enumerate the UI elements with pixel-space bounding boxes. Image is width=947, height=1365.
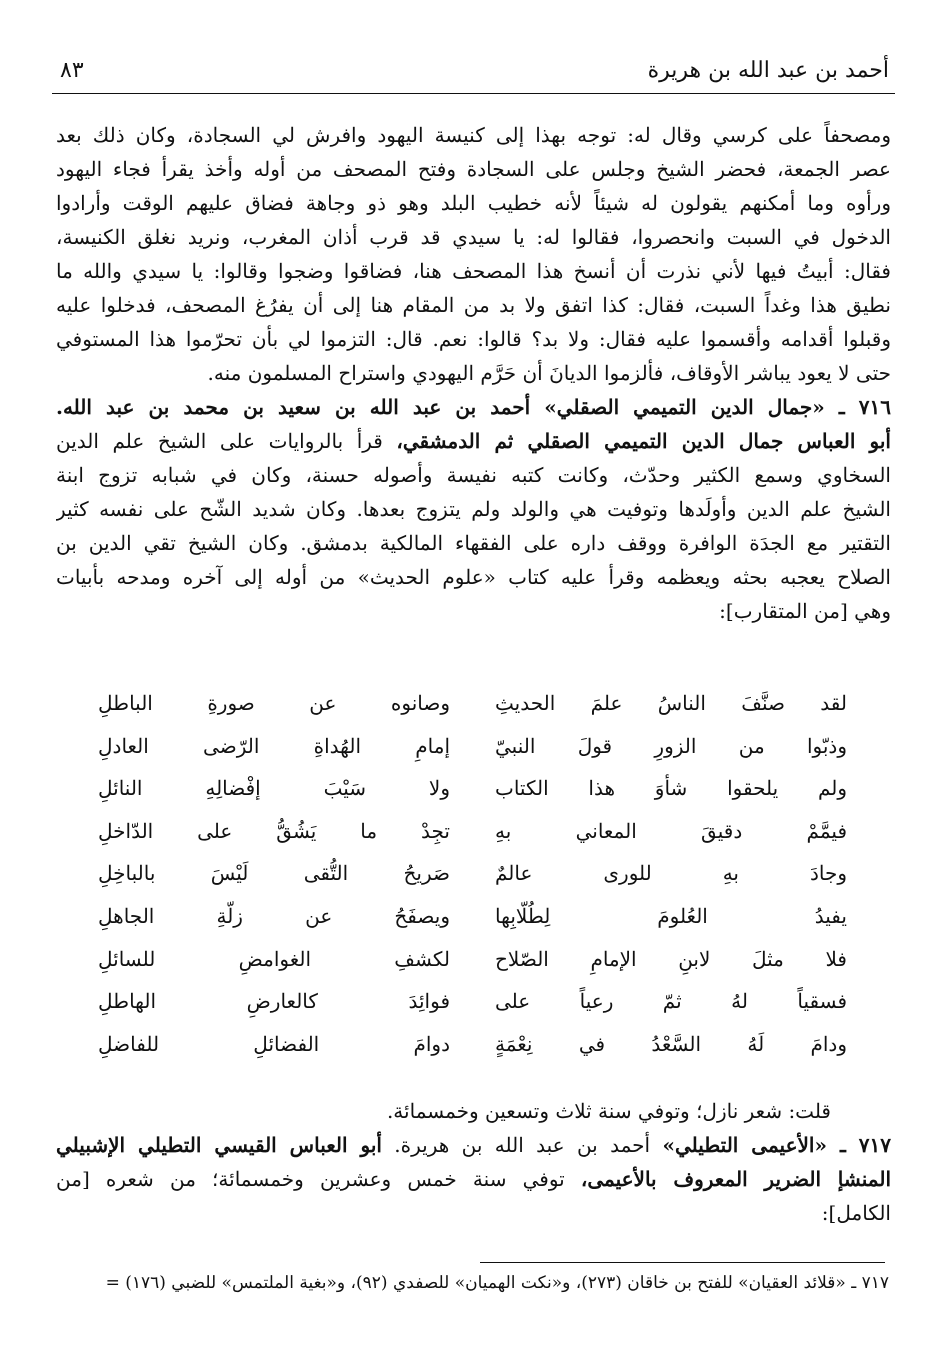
text-line: عصر الجمعة، فحضر الشيخ وجلس على السجادة وفتح المصحف من أوله وأخذ يقرأ فجاء اليهود bbox=[56, 157, 891, 181]
poem-verse bbox=[98, 682, 847, 725]
text-line: الصلاح يعجبه بحثه ويعظمه وقرأ عليه كتاب «علوم الحديث» من أوله إلى آخره ومدحه بأبيات bbox=[56, 565, 891, 589]
poem bbox=[98, 682, 847, 1065]
verse-first-hemistich: يفيدُ العُلومَ لِطُلّابِها bbox=[495, 903, 847, 928]
entry-716-text: قرأ بالروايات على الشيخ علم الدين bbox=[56, 429, 397, 453]
header-divider bbox=[52, 93, 895, 94]
text-line: الشيخ علم الدين وأولَدها وتوفيت هي والولد ولم يتزوج بعدها. وكان شديد الشّح على نفسه كثير bbox=[56, 497, 891, 521]
text-line: ومصحفاً على كرسي وقال له: توجه بهذا إلى كنيسة اليهود وافرش لي السجادة، وكان ذلك بعد bbox=[56, 123, 891, 147]
text-line: الدخول في السبت وانحصروا، فقالوا له: يا سيدي قد قرب أذان المغرب، ونريد نغلق الكنيسة، bbox=[56, 225, 891, 249]
text-line: الكامل]: bbox=[821, 1201, 891, 1225]
text-line: التقتير مع الجدَة الوافرة ووقف داره على الفقهاء المالكية بدمشق. وكان الشيخ تقي الدين بن bbox=[56, 531, 891, 555]
verse-first-hemistich: فسقياً لهُ ثمّ رعياً على bbox=[495, 989, 847, 1014]
text-line: وقبلوا أقدامه وأقسموا عليه فقال: ولا بد؟ قالوا: نعم. قال: التزموا لي بأن تحرّموا هذا المستوفي bbox=[56, 327, 891, 351]
verse-first-hemistich: لقد صنَّفَ الناسُ علمَ الحديثِ bbox=[495, 691, 847, 715]
entry-717-name: أحمد بن عبد الله بن هريرة. bbox=[381, 1133, 663, 1157]
text-line bbox=[56, 424, 891, 458]
entry-717-epithet: المنشإ الضرير المعروف بالأعيمى، bbox=[580, 1167, 891, 1191]
verse-second-hemistich: ويصفَحُ عن زلّةِ الجاهلِ bbox=[98, 903, 450, 928]
poem-verse bbox=[98, 725, 847, 768]
text-line: ورأوه وما أمكنهم يقولون له شيئاً لأنه خطيب البلد وهو ذو وجاهة فضاق عليهم الوقت وأرادوا bbox=[56, 191, 891, 215]
verse-second-hemistich: إمامِ الهُداةِ الرّضى العادلِ bbox=[98, 733, 450, 758]
author-comment: قلت: شعر نازل؛ وتوفي سنة ثلاث وتسعين وخمسمائة. bbox=[386, 1099, 831, 1123]
poem-verse bbox=[98, 938, 847, 981]
verse-first-hemistich: فيمَّمْ دقيقَ المعاني بهِ bbox=[495, 818, 847, 843]
verse-first-hemistich: ودامَ لَهُ السَّعْدُ في نِعْمَةٍ bbox=[495, 1031, 847, 1056]
verse-first-hemistich: ولم يلحقوا شأوَ هذا الكتاب bbox=[495, 776, 847, 801]
text-line: السخاوي وسمع الكثير وحدّث، وكانت كتبه نفيسة وأصوله حسنة، وكان في شبابه تزوج ابنة bbox=[56, 463, 891, 487]
verse-second-hemistich: تجِدْ ما يَشُقُّ على الدّاخلِ bbox=[98, 818, 450, 843]
post-poem-text bbox=[56, 1094, 891, 1230]
footnote: ٧١٧ ـ «قلائد العقيان» للفتح بن خاقان (٢٧٣)، و«نكت الهميان» للصفدي (٩٢)، و«بغية الملتمس» للضبي (١٧٦) = bbox=[105, 1273, 889, 1293]
verse-first-hemistich: فلا مثلَ لابنِ الإمامِ الصّلاح bbox=[495, 946, 847, 971]
entry-717-title: «الأعيمى التطيلي» bbox=[662, 1133, 827, 1157]
entry-717-heading bbox=[56, 1128, 891, 1162]
poem-verse bbox=[98, 895, 847, 938]
text-line: حتى لا يعود يباشر الأوقاف، فألزموا الديانَ أن حَرَّم اليهودي واستراح المسلمون منه. bbox=[207, 361, 891, 385]
verse-second-hemistich: لكشفِ الغوامضِ للسائلِ bbox=[98, 946, 450, 971]
text-line bbox=[56, 1162, 891, 1196]
text-line: وهي [من المتقارب]: bbox=[719, 599, 891, 623]
verse-first-hemistich: وجادَ بهِ للورى عالمٌ bbox=[495, 861, 847, 886]
poem-verse bbox=[98, 767, 847, 810]
text-line: فقال: أبيتُ فيها لأني نذرت أن أنسخ هذا المصحف هنا، فضاقوا وضجوا وقالوا: يا سيدي والله ما bbox=[56, 259, 891, 283]
running-header-title: أحمد بن عبد الله بن هريرة bbox=[647, 58, 889, 83]
entry-716-kunya: أبو العباس جمال الدين التميمي الصقلي ثم الدمشقي، bbox=[396, 429, 891, 453]
poem-verse bbox=[98, 810, 847, 853]
text-line: نطيق هذا وغداً السبت، فقال: كذا اتفق ولا بد من المقام هنا إلى أن يفرُغ المصحف، فدخلوا عليه bbox=[56, 293, 891, 317]
poem-verse bbox=[98, 980, 847, 1023]
verse-second-hemistich: دوامَ الفضائلِ للفاضلِ bbox=[98, 1031, 450, 1056]
entry-716-number: ٧١٦ ـ bbox=[838, 395, 891, 419]
poem-verse bbox=[98, 852, 847, 895]
page-number: ٨٣ bbox=[60, 58, 84, 83]
verse-second-hemistich: ولا سَيْبَ إفْضالِهِ النائلِ bbox=[98, 776, 450, 801]
entry-716-title: «جمال الدين التميمي الصقلي» أحمد بن عبد الله بن سعيد بن محمد بن عبد الله. bbox=[56, 395, 825, 419]
entry-717-number: ٧١٧ ـ bbox=[826, 1133, 891, 1157]
verse-second-hemistich: صَريحُ التُّقى لَيْسَ بالباخِلِ bbox=[98, 861, 450, 886]
main-text bbox=[56, 118, 891, 628]
entry-716-heading bbox=[56, 390, 891, 424]
verse-second-hemistich: وصانوه عن صورةِ الباطلِ bbox=[98, 691, 450, 715]
footnote-divider bbox=[480, 1262, 885, 1263]
verse-first-hemistich: وذبّوا من الزورِ قولَ النبيّ bbox=[495, 733, 847, 758]
verse-second-hemistich: فوائِدَ كالعارضِ الهاطلِ bbox=[98, 989, 450, 1014]
entry-717-text: توفي سنة خمس وعشرين وخمسمائة؛ من شعره [من bbox=[56, 1167, 581, 1191]
entry-717-kunya: أبو العباس القيسي التطيلي الإشبيلي bbox=[56, 1133, 382, 1157]
poem-verse bbox=[98, 1023, 847, 1066]
